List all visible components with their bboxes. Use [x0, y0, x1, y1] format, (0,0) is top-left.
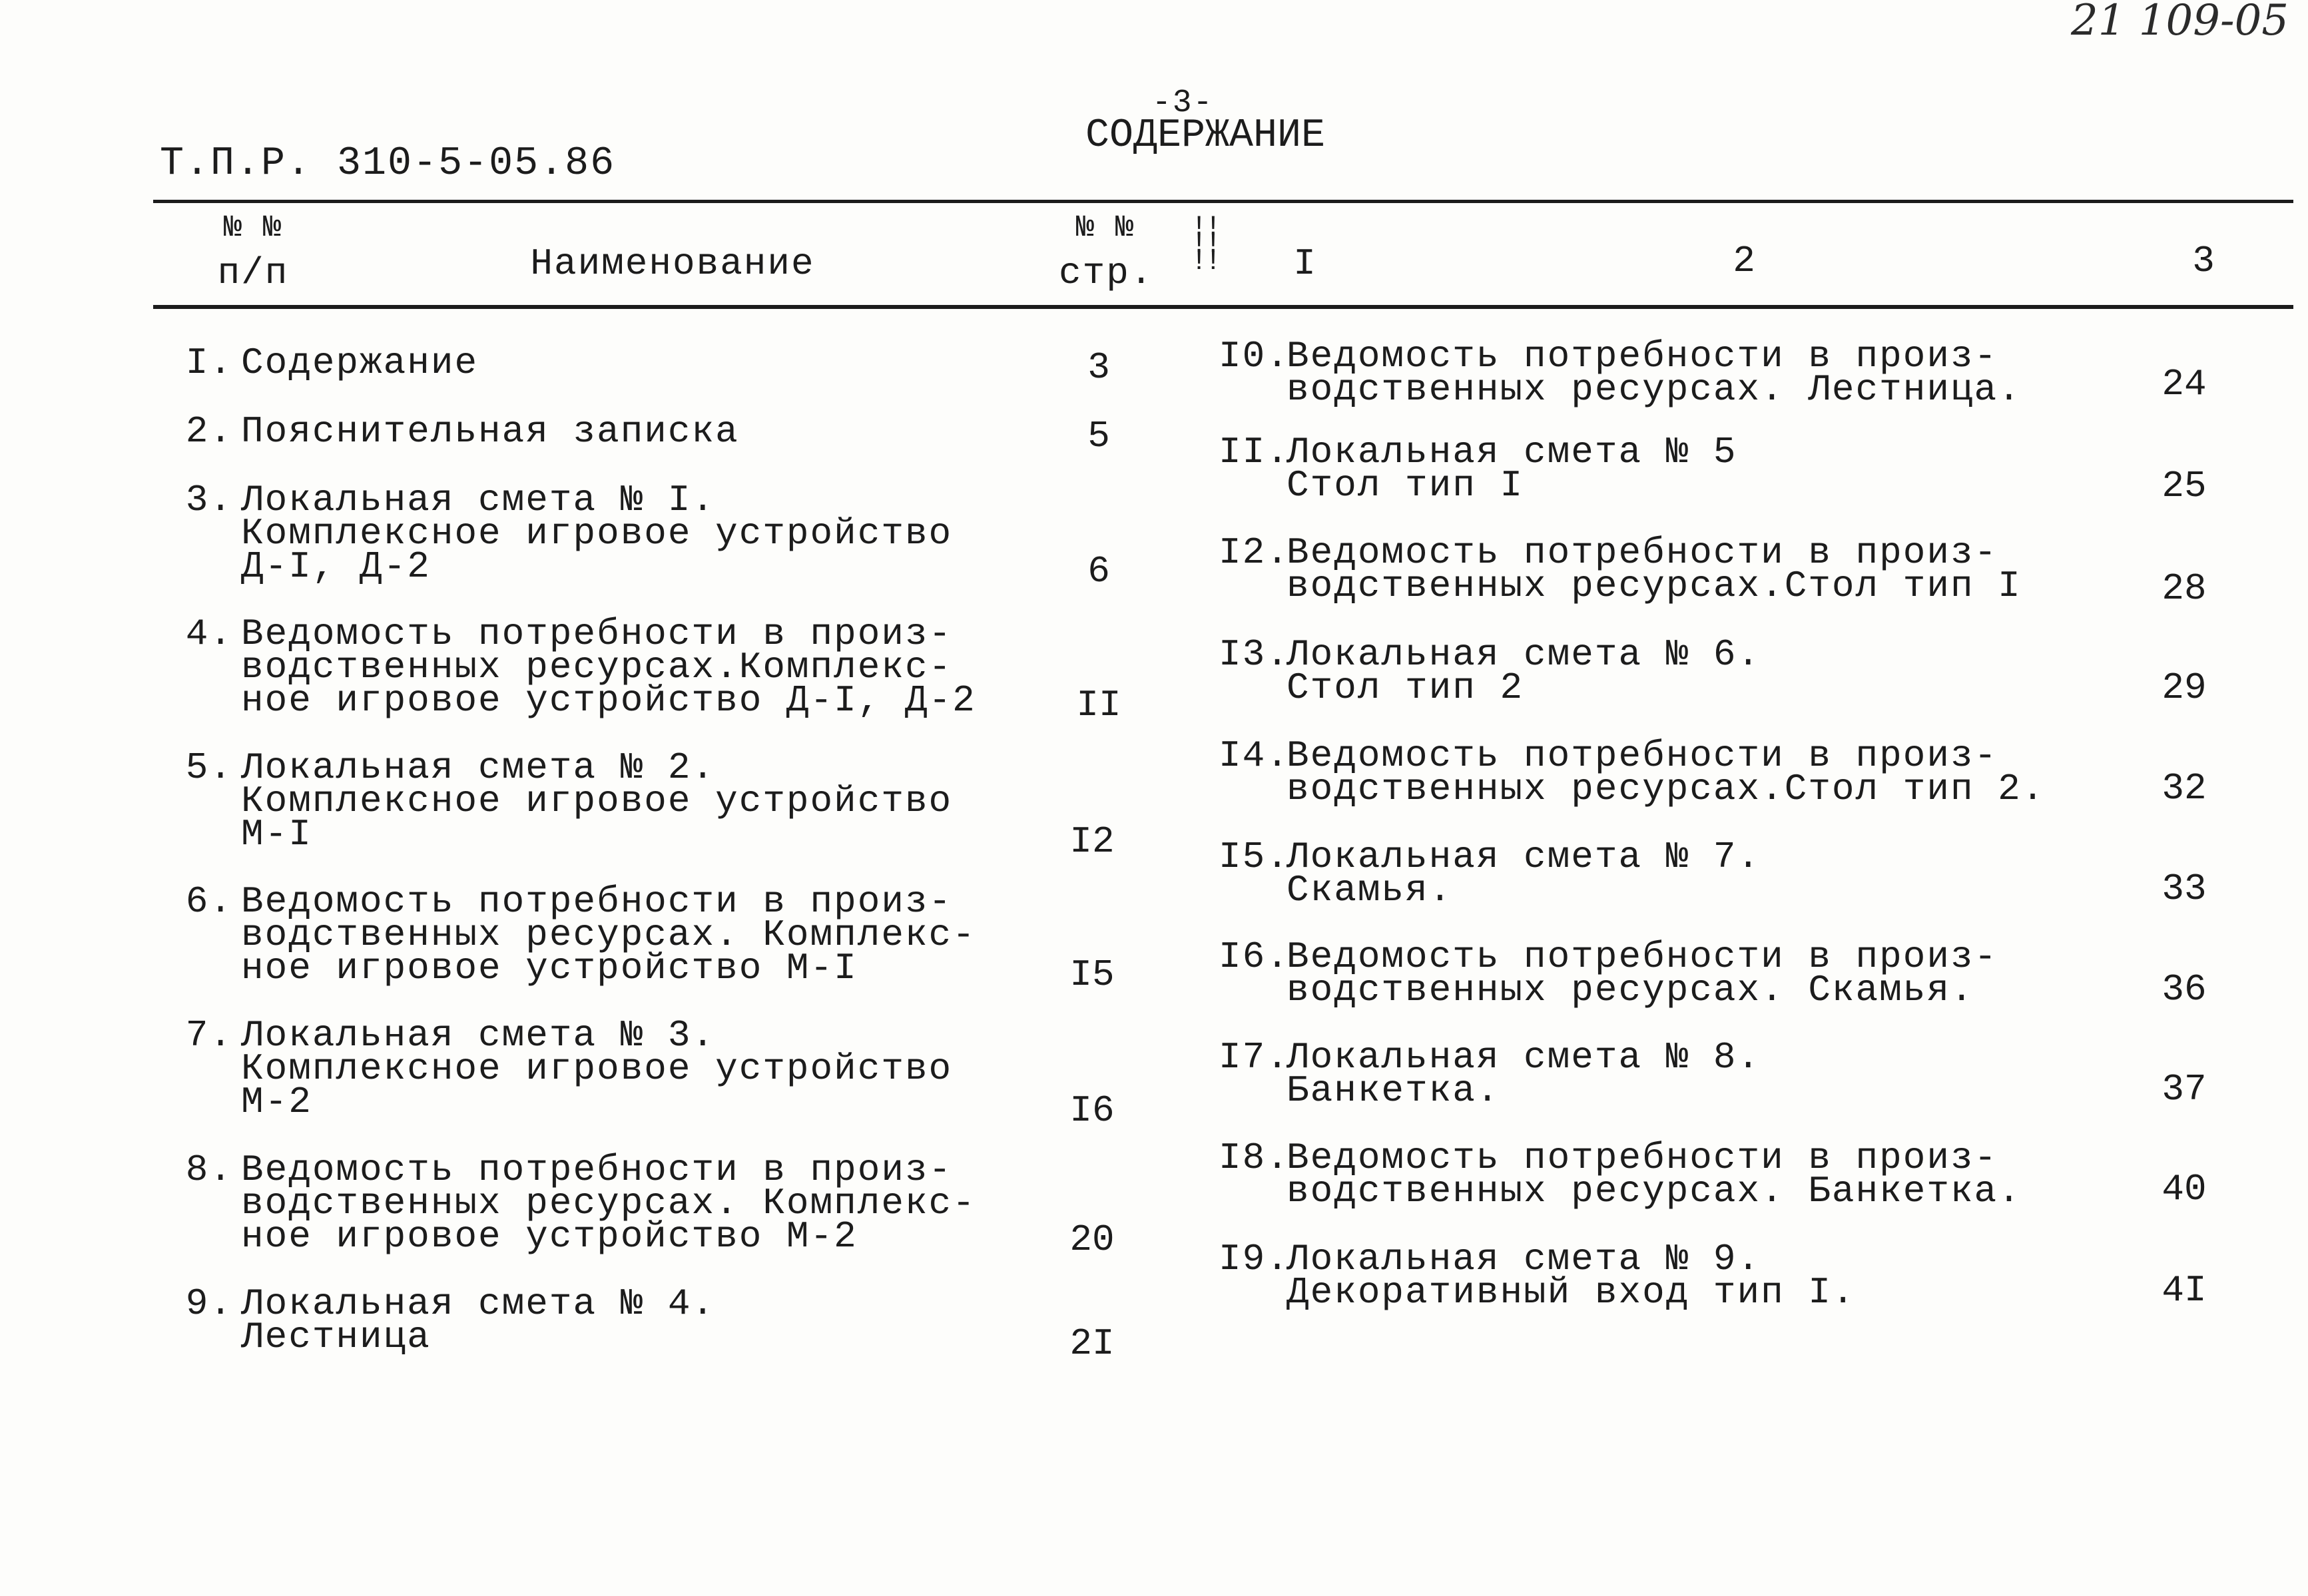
entry-page: 40 — [2162, 1168, 2207, 1210]
entry-number: I. — [185, 342, 233, 384]
entry-page: I6 — [1069, 1089, 1115, 1132]
toc-entry — [173, 746, 953, 856]
entry-title: Ведомость потребности в произ- водственных ресурсах.Стол тип 2. — [1287, 734, 2046, 810]
toc-entry — [173, 1282, 716, 1358]
entry-title: Локальная смета № 2. Комплексное игровое устройство М-I — [241, 746, 953, 856]
column-separator — [1191, 211, 1219, 278]
entry-page: 5 — [1087, 415, 1110, 457]
document-code: Т.П.Р. 310-5-05.86 — [160, 141, 616, 186]
header-top-rule — [153, 200, 2293, 203]
header-bottom-rule — [153, 305, 2293, 309]
toc-entry — [173, 880, 976, 989]
entry-number: 5. — [185, 746, 233, 789]
toc-entry — [1219, 1238, 1856, 1314]
entry-title: Локальная смета № 7. Скамья. — [1287, 836, 1761, 912]
header-page-line1: № № — [1075, 210, 1135, 245]
entry-number: I5. — [1219, 836, 1290, 878]
entry-title: Ведомость потребности в произ- водственных ресурсах. Лестница. — [1287, 335, 2022, 411]
entry-page: 20 — [1069, 1218, 1115, 1261]
entry-number: 2. — [185, 410, 233, 453]
entry-title: Локальная смета № 4. Лестница — [241, 1282, 716, 1358]
header-page-line2: стр. — [1059, 252, 1154, 294]
entry-number: 4. — [185, 613, 233, 655]
toc-entry — [173, 1014, 953, 1123]
entry-number: I4. — [1219, 734, 1290, 777]
page-marker: -3- — [1152, 85, 1214, 121]
toc-entry — [1219, 935, 1998, 1011]
entry-page: 29 — [2162, 666, 2207, 709]
header-num-line1: № № — [223, 210, 283, 245]
header-col2: 2 — [1733, 240, 1757, 282]
header-num-line2: п/п — [217, 252, 289, 294]
entry-title: Локальная смета № 5 Стол тип I — [1287, 431, 1737, 507]
entry-title: Пояснительная записка — [241, 410, 739, 453]
toc-entry — [1219, 633, 1761, 709]
header-col1: I — [1293, 242, 1317, 285]
entry-title: Локальная смета № 3. Комплексное игровое устройство М-2 — [241, 1014, 953, 1123]
entry-number: I0. — [1219, 335, 1290, 378]
handwritten-code: 21 109-05 — [2071, 0, 2289, 45]
entry-number: I6. — [1219, 935, 1290, 978]
entry-number: I9. — [1219, 1238, 1290, 1280]
entry-page: 4I — [2162, 1269, 2207, 1312]
entry-number: 8. — [185, 1149, 233, 1191]
entry-page: 25 — [2162, 465, 2207, 507]
toc-entry — [173, 342, 479, 384]
entry-page: I2 — [1069, 820, 1115, 863]
toc-entry — [1219, 836, 1761, 912]
entry-title: Локальная смета № 9. Декоративный вход тип I. — [1287, 1238, 1856, 1314]
entry-title: Локальная смета № I. Комплексное игровое устройство Д-I, Д-2 — [241, 479, 953, 588]
entry-title: Ведомость потребности в произ- водственных ресурсах. Банкетка. — [1287, 1137, 2022, 1212]
entry-number: 9. — [185, 1282, 233, 1325]
page-title: СОДЕРЖАНИЕ — [1085, 113, 1326, 158]
entry-number: I2. — [1219, 531, 1290, 574]
entry-number: 3. — [185, 479, 233, 521]
entry-page: 33 — [2162, 868, 2207, 910]
separator-marks: !! !! !! — [1191, 211, 1219, 278]
toc-entry — [1219, 1137, 2022, 1212]
entry-title: Ведомость потребности в произ- водственных ресурсах.Стол тип I — [1287, 531, 2022, 607]
toc-entry — [1219, 734, 2046, 810]
entry-number: 6. — [185, 880, 233, 923]
entry-title: Содержание — [241, 342, 479, 384]
entry-title: Ведомость потребности в произ- водственных ресурсах. Скамья. — [1287, 935, 1998, 1011]
entry-number: I8. — [1219, 1137, 1290, 1179]
toc-entry — [1219, 431, 1737, 507]
entry-title: Локальная смета № 6. Стол тип 2 — [1287, 633, 1761, 709]
header-name: Наименование — [530, 242, 815, 285]
entry-number: I7. — [1219, 1036, 1290, 1079]
toc-entry — [1219, 1036, 1761, 1112]
entry-page: II — [1076, 684, 1121, 726]
toc-entry — [1219, 531, 2022, 607]
entry-page: 24 — [2162, 363, 2207, 405]
entry-page: 6 — [1087, 550, 1110, 593]
header-col3: 3 — [2192, 240, 2216, 282]
entry-number: 7. — [185, 1014, 233, 1057]
toc-entry — [173, 1149, 976, 1258]
entry-page: 2I — [1069, 1322, 1115, 1365]
toc-entry — [173, 613, 976, 722]
toc-entry — [173, 410, 739, 453]
toc-entry — [1219, 335, 2022, 411]
entry-page: I5 — [1069, 953, 1115, 996]
entry-page: 36 — [2162, 968, 2207, 1011]
entry-title: Локальная смета № 8. Банкетка. — [1287, 1036, 1761, 1112]
entry-number: I3. — [1219, 633, 1290, 676]
entry-title: Ведомость потребности в произ- водственных ресурсах. Комплекс- ное игровое устройство М-I — [241, 880, 976, 989]
entry-page: 37 — [2162, 1068, 2207, 1111]
toc-entry — [173, 479, 953, 588]
entry-title: Ведомость потребности в произ- водственных ресурсах.Комплекс- ное игровое устройство Д-I, Д-2 — [241, 613, 976, 722]
entry-title: Ведомость потребности в произ- водственных ресурсах. Комплекс- ное игровое устройство М-2 — [241, 1149, 976, 1258]
entry-number: II. — [1219, 431, 1290, 473]
entry-page: 32 — [2162, 767, 2207, 810]
entry-page: 3 — [1087, 346, 1110, 389]
entry-page: 28 — [2162, 567, 2207, 610]
